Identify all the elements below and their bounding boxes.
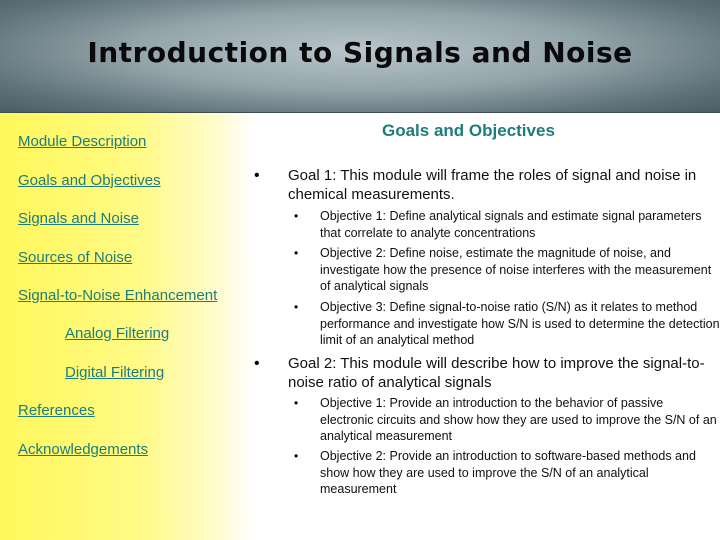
objective-text: Objective 2: Provide an introduction to software-based methods and show how they are used to improve the S/N of an analytical measurement (320, 449, 696, 496)
bullet-icon: • (294, 246, 299, 260)
bullet-icon: • (254, 355, 260, 372)
page-title: Introduction to Signals and Noise (87, 36, 633, 69)
section-heading: Goals and Objectives (382, 121, 555, 140)
objective-text: Objective 2: Define noise, estimate the magnitude of noise, and investigate how the presence of noise interferes with the measurement of analytical signals (320, 246, 712, 293)
bullet-icon: • (294, 209, 299, 223)
sidebar-nav (0, 113, 254, 540)
sidebar-item-digital-filtering[interactable]: Digital Filtering (65, 364, 165, 381)
sidebar-item-acknowledgements[interactable]: Acknowledgements (18, 441, 149, 458)
sidebar-item-signal-to-noise-enhancement[interactable]: Signal-to-Noise Enhancement (18, 287, 218, 304)
sidebar-item-sources-of-noise[interactable]: Sources of Noise (18, 249, 133, 266)
objective-text: Objective 3: Define signal-to-noise ratio (S/N) as it relates to method performance and investigate how S/N is used to determine the detection limit of an analytical method (320, 300, 720, 347)
goal-text: Goal 1: This module will frame the roles of signal and noise in chemical measurements. (288, 167, 697, 203)
sidebar-item-goals-and-objectives[interactable]: Goals and Objectives (18, 172, 161, 189)
goal-text: Goal 2: This module will describe how to improve the signal-to-noise ratio of analytical signals (288, 355, 705, 391)
bullet-icon: • (294, 300, 299, 314)
objective-text: Objective 1: Provide an introduction to the behavior of passive electronic circuits and show how they are used to improve the S/N of an analytical measurement (320, 396, 717, 443)
bullet-icon: • (294, 449, 299, 463)
bullet-icon: • (294, 396, 299, 410)
sidebar-item-analog-filtering[interactable]: Analog Filtering (65, 325, 170, 342)
title-banner (0, 0, 720, 113)
sidebar-item-references[interactable]: References (18, 402, 95, 419)
sidebar-item-signals-and-noise[interactable]: Signals and Noise (18, 210, 139, 227)
objective-text: Objective 1: Define analytical signals and estimate signal parameters that correlate to analyte concentrations (320, 209, 702, 240)
bullet-icon: • (254, 167, 260, 184)
sidebar-item-module-description[interactable]: Module Description (18, 133, 147, 150)
content-panel (254, 113, 720, 540)
